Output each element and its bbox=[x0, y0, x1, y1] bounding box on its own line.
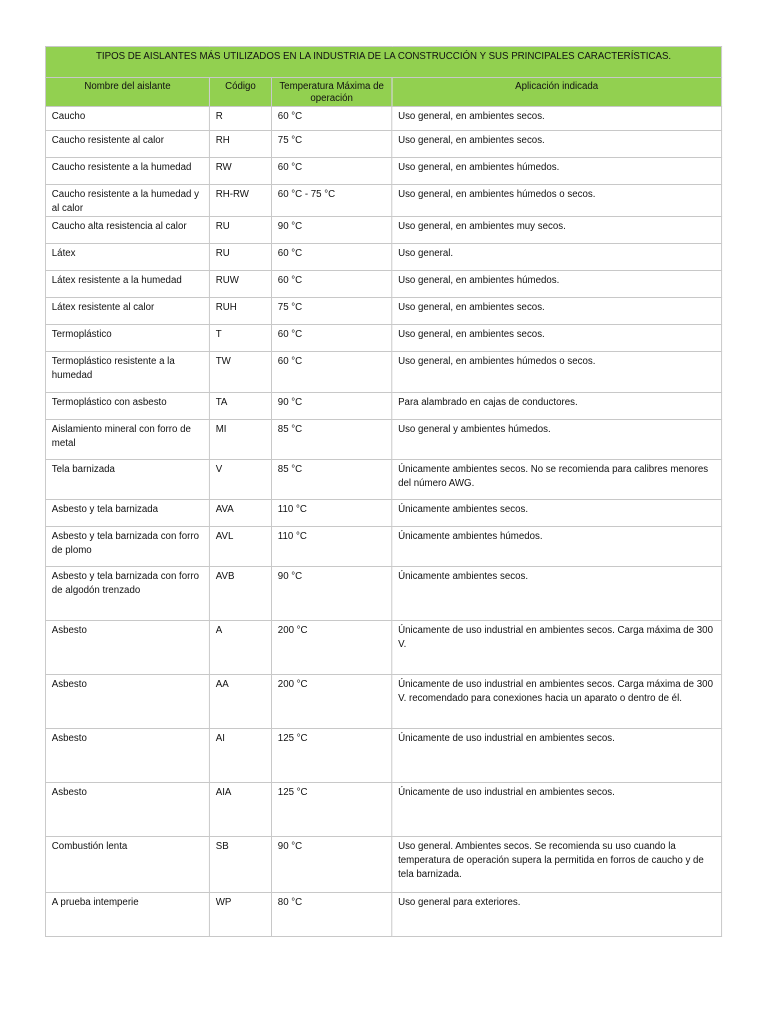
cell-temp: 200 °C bbox=[271, 621, 391, 675]
cell-application: Únicamente ambientes secos. No se recomienda para calibres menores del número AWG. bbox=[392, 460, 722, 500]
cell-name: Caucho resistente a la humedad bbox=[45, 158, 209, 185]
cell-application: Únicamente de uso industrial en ambientes secos. bbox=[392, 783, 722, 837]
cell-name: Termoplástico resistente a la humedad bbox=[45, 352, 209, 393]
cell-temp: 90 °C bbox=[271, 217, 391, 244]
cell-name: Asbesto bbox=[45, 783, 209, 837]
cell-code: AVL bbox=[209, 527, 271, 567]
cell-temp: 90 °C bbox=[271, 393, 391, 420]
cell-temp: 60 °C bbox=[271, 244, 391, 271]
table-row bbox=[45, 244, 721, 271]
table-row bbox=[45, 185, 721, 217]
table-row bbox=[45, 500, 721, 527]
cell-code: AVA bbox=[209, 500, 271, 527]
table-row bbox=[45, 217, 721, 244]
cell-application: Uso general, en ambientes secos. bbox=[392, 131, 722, 158]
header-temperatura: Temperatura Máxima de operación bbox=[271, 78, 391, 107]
cell-name: Aislamiento mineral con forro de metal bbox=[45, 420, 209, 460]
cell-code: TW bbox=[209, 352, 271, 393]
cell-temp: 85 °C bbox=[271, 460, 391, 500]
cell-application: Para alambrado en cajas de conductores. bbox=[392, 393, 722, 420]
table-row bbox=[45, 131, 721, 158]
table-row bbox=[45, 621, 721, 675]
cell-temp: 75 °C bbox=[271, 131, 391, 158]
cell-name: Termoplástico con asbesto bbox=[45, 393, 209, 420]
cell-code: RUW bbox=[209, 271, 271, 298]
cell-temp: 200 °C bbox=[271, 675, 391, 729]
cell-temp: 60 °C bbox=[271, 107, 391, 131]
cell-application: Uso general, en ambientes húmedos o secos. bbox=[392, 185, 722, 217]
cell-code: AIA bbox=[209, 783, 271, 837]
cell-application: Uso general. Ambientes secos. Se recomienda su uso cuando la temperatura de operación supera la permitida en forros de caucho y de tela barnizada. bbox=[392, 837, 722, 893]
cell-name: Asbesto y tela barnizada bbox=[45, 500, 209, 527]
table-title: TIPOS DE AISLANTES MÁS UTILIZADOS EN LA INDUSTRIA DE LA CONSTRUCCIÓN Y SUS PRINCIPALES CARACTERÍSTICAS. bbox=[45, 47, 721, 78]
cell-name: Tela barnizada bbox=[45, 460, 209, 500]
cell-code: SB bbox=[209, 837, 271, 893]
cell-name: Termoplástico bbox=[45, 325, 209, 352]
table-row bbox=[45, 893, 721, 937]
cell-name: Asbesto bbox=[45, 729, 209, 783]
table-row bbox=[45, 567, 721, 621]
cell-application: Uso general, en ambientes secos. bbox=[392, 325, 722, 352]
cell-application: Uso general, en ambientes húmedos. bbox=[392, 158, 722, 185]
cell-code: AI bbox=[209, 729, 271, 783]
table-row bbox=[45, 271, 721, 298]
cell-application: Únicamente de uso industrial en ambientes secos. Carga máxima de 300 V. bbox=[392, 621, 722, 675]
cell-code: R bbox=[209, 107, 271, 131]
table-row bbox=[45, 325, 721, 352]
cell-code: V bbox=[209, 460, 271, 500]
table-row bbox=[45, 158, 721, 185]
cell-temp: 125 °C bbox=[271, 783, 391, 837]
cell-application: Únicamente de uso industrial en ambientes secos. Carga máxima de 300 V. recomendado para conexiones hacia un aparato o dentro de él. bbox=[392, 675, 722, 729]
cell-code: MI bbox=[209, 420, 271, 460]
table-row bbox=[45, 460, 721, 500]
cell-temp: 110 °C bbox=[271, 500, 391, 527]
cell-code: AVB bbox=[209, 567, 271, 621]
table-row bbox=[45, 729, 721, 783]
cell-temp: 60 °C bbox=[271, 271, 391, 298]
table-row bbox=[45, 352, 721, 393]
cell-code: A bbox=[209, 621, 271, 675]
cell-name: Asbesto y tela barnizada con forro de algodón trenzado bbox=[45, 567, 209, 621]
cell-name: A prueba intemperie bbox=[45, 893, 209, 937]
cell-code: RU bbox=[209, 244, 271, 271]
cell-name: Asbesto bbox=[45, 675, 209, 729]
cell-name: Combustión lenta bbox=[45, 837, 209, 893]
table-row bbox=[45, 837, 721, 893]
cell-temp: 125 °C bbox=[271, 729, 391, 783]
cell-code: RH bbox=[209, 131, 271, 158]
cell-name: Caucho resistente a la humedad y al calor bbox=[45, 185, 209, 217]
cell-application: Uso general para exteriores. bbox=[392, 893, 722, 937]
cell-temp: 90 °C bbox=[271, 837, 391, 893]
table-row bbox=[45, 527, 721, 567]
cell-temp: 60 °C bbox=[271, 325, 391, 352]
cell-temp: 85 °C bbox=[271, 420, 391, 460]
cell-name: Caucho resistente al calor bbox=[45, 131, 209, 158]
header-nombre: Nombre del aislante bbox=[45, 78, 209, 107]
cell-application: Uso general, en ambientes secos. bbox=[392, 107, 722, 131]
table-row bbox=[45, 675, 721, 729]
cell-temp: 60 °C bbox=[271, 352, 391, 393]
cell-application: Únicamente ambientes húmedos. bbox=[392, 527, 722, 567]
cell-application: Uso general, en ambientes muy secos. bbox=[392, 217, 722, 244]
cell-name: Látex resistente a la humedad bbox=[45, 271, 209, 298]
cell-code: RW bbox=[209, 158, 271, 185]
cell-code: RH-RW bbox=[209, 185, 271, 217]
cell-code: T bbox=[209, 325, 271, 352]
table-header-row bbox=[45, 78, 721, 107]
header-aplicacion: Aplicación indicada bbox=[392, 78, 722, 107]
cell-name: Asbesto y tela barnizada con forro de plomo bbox=[45, 527, 209, 567]
cell-name: Látex bbox=[45, 244, 209, 271]
cell-name: Asbesto bbox=[45, 621, 209, 675]
cell-application: Uso general y ambientes húmedos. bbox=[392, 420, 722, 460]
cell-application: Únicamente de uso industrial en ambientes secos. bbox=[392, 729, 722, 783]
cell-code: AA bbox=[209, 675, 271, 729]
cell-temp: 80 °C bbox=[271, 893, 391, 937]
cell-name: Látex resistente al calor bbox=[45, 298, 209, 325]
cell-name: Caucho alta resistencia al calor bbox=[45, 217, 209, 244]
cell-application: Uso general, en ambientes húmedos o secos. bbox=[392, 352, 722, 393]
cell-code: RUH bbox=[209, 298, 271, 325]
cell-temp: 110 °C bbox=[271, 527, 391, 567]
cell-application: Únicamente ambientes secos. bbox=[392, 567, 722, 621]
cell-code: TA bbox=[209, 393, 271, 420]
cell-application: Únicamente ambientes secos. bbox=[392, 500, 722, 527]
cell-code: RU bbox=[209, 217, 271, 244]
table-row bbox=[45, 783, 721, 837]
table-title-row bbox=[45, 47, 721, 78]
insulation-table bbox=[45, 46, 722, 937]
cell-application: Uso general, en ambientes húmedos. bbox=[392, 271, 722, 298]
cell-application: Uso general. bbox=[392, 244, 722, 271]
table-row bbox=[45, 420, 721, 460]
cell-application: Uso general, en ambientes secos. bbox=[392, 298, 722, 325]
table-row bbox=[45, 298, 721, 325]
cell-temp: 75 °C bbox=[271, 298, 391, 325]
cell-code: WP bbox=[209, 893, 271, 937]
cell-temp: 60 °C bbox=[271, 158, 391, 185]
table-row bbox=[45, 107, 721, 131]
table-row bbox=[45, 393, 721, 420]
cell-name: Caucho bbox=[45, 107, 209, 131]
header-codigo: Código bbox=[209, 78, 271, 107]
cell-temp: 60 °C - 75 °C bbox=[271, 185, 391, 217]
cell-temp: 90 °C bbox=[271, 567, 391, 621]
